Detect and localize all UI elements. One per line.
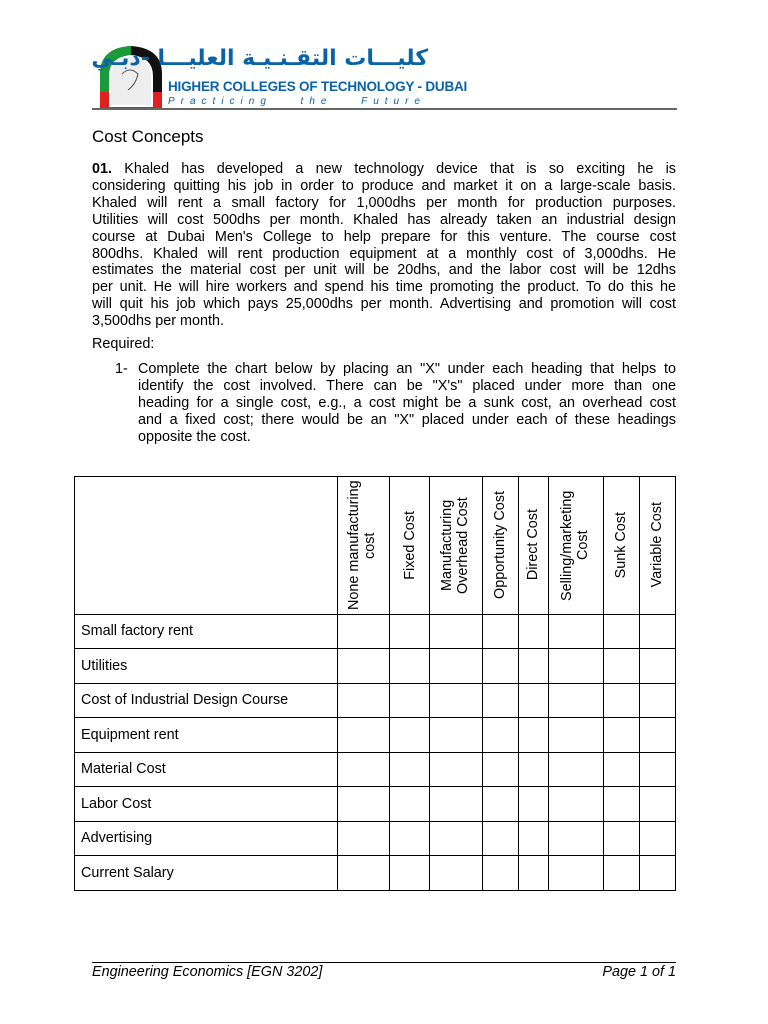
answer-cell[interactable] — [639, 683, 675, 718]
table-row — [75, 683, 676, 718]
column-header-label: Direct Cost — [525, 509, 542, 581]
paragraph-line: estimates the material cost per unit will be 20dhs, and the labor cost will be 12dhs — [92, 262, 676, 279]
answer-cell[interactable] — [639, 752, 675, 787]
paragraph-line: course at Dubai Men's College to help prepare for this venture. The course cost — [92, 228, 676, 245]
answer-cell[interactable] — [639, 821, 675, 856]
column-header — [430, 476, 482, 614]
answer-cell[interactable] — [430, 718, 482, 753]
paragraph-line: will quit his job which pays 25,000dhs per month. Advertising and promotion will cost — [92, 296, 676, 313]
answer-cell[interactable] — [603, 821, 639, 856]
answer-cell[interactable] — [603, 718, 639, 753]
answer-cell[interactable] — [518, 614, 548, 649]
table-row — [75, 649, 676, 684]
college-name: HIGHER COLLEGES OF TECHNOLOGY - DUBAI — [168, 79, 468, 94]
column-header-label: Fixed Cost — [401, 510, 418, 580]
answer-cell[interactable] — [430, 683, 482, 718]
paragraph-line — [92, 161, 676, 178]
answer-cell[interactable] — [389, 614, 430, 649]
college-name-arabic: كليـــات التقـنـيـة العليـــا -دبـي — [91, 46, 428, 71]
column-header-label: Manufacturing Overhead Cost — [439, 496, 471, 594]
tagline-word: Practicing — [168, 96, 272, 107]
answer-cell[interactable] — [639, 856, 675, 891]
answer-cell[interactable] — [337, 856, 389, 891]
table-row — [75, 752, 676, 787]
answer-cell[interactable] — [639, 649, 675, 684]
task-line: heading for a single cost, e.g., a cost might be a sunk cost, an overhead cost — [138, 394, 676, 411]
cost-item-label: Material Cost — [75, 752, 338, 787]
answer-cell[interactable] — [518, 718, 548, 753]
column-header-label: Selling/marketing Cost — [558, 489, 591, 601]
answer-cell[interactable] — [518, 821, 548, 856]
task-line: and a fixed cost; there would be an "X" placed under each of these headings — [138, 411, 676, 428]
column-header — [389, 476, 430, 614]
answer-cell[interactable] — [603, 752, 639, 787]
answer-cell[interactable] — [548, 821, 603, 856]
tagline-word: the — [300, 96, 333, 107]
answer-cell[interactable] — [430, 752, 482, 787]
answer-cell[interactable] — [548, 856, 603, 891]
footer-course: Engineering Economics [EGN 3202] — [92, 964, 323, 980]
table-row — [75, 614, 676, 649]
answer-cell[interactable] — [482, 787, 518, 822]
column-header-label: Opportunity Cost — [492, 491, 509, 599]
answer-cell[interactable] — [482, 752, 518, 787]
answer-cell[interactable] — [603, 614, 639, 649]
task-item — [115, 361, 676, 446]
answer-cell[interactable] — [518, 787, 548, 822]
answer-cell[interactable] — [639, 718, 675, 753]
task-number: 1- — [115, 360, 128, 377]
cost-item-label: Cost of Industrial Design Course — [75, 683, 338, 718]
answer-cell[interactable] — [389, 683, 430, 718]
column-header — [518, 476, 548, 614]
answer-cell[interactable] — [430, 821, 482, 856]
table-row — [75, 821, 676, 856]
answer-cell[interactable] — [603, 856, 639, 891]
required-label: Required: — [92, 336, 155, 353]
answer-cell[interactable] — [430, 787, 482, 822]
answer-cell[interactable] — [389, 856, 430, 891]
question-number: 01. — [92, 161, 113, 177]
table-row — [75, 787, 676, 822]
answer-cell[interactable] — [389, 787, 430, 822]
answer-cell[interactable] — [337, 718, 389, 753]
answer-cell[interactable] — [482, 649, 518, 684]
paragraph-line: considering quitting his job in order to produce and market it on a large-scale basis. — [92, 177, 676, 194]
answer-cell[interactable] — [337, 821, 389, 856]
answer-cell[interactable] — [518, 683, 548, 718]
column-header — [603, 476, 639, 614]
answer-cell[interactable] — [518, 752, 548, 787]
answer-cell[interactable] — [548, 718, 603, 753]
answer-cell[interactable] — [548, 787, 603, 822]
column-header-label: None manufacturing cost — [346, 480, 379, 610]
column-header — [548, 476, 603, 614]
answer-cell[interactable] — [337, 649, 389, 684]
cost-chart-table — [74, 476, 676, 891]
answer-cell[interactable] — [548, 649, 603, 684]
column-header — [482, 476, 518, 614]
answer-cell[interactable] — [337, 787, 389, 822]
answer-cell[interactable] — [482, 718, 518, 753]
answer-cell[interactable] — [518, 649, 548, 684]
answer-cell[interactable] — [482, 821, 518, 856]
answer-cell[interactable] — [603, 683, 639, 718]
blank-header — [75, 476, 338, 614]
document-body — [81, 127, 676, 891]
footer-page-number: Page 1 of 1 — [602, 964, 676, 980]
answer-cell[interactable] — [548, 614, 603, 649]
cost-item-label: Small factory rent — [75, 614, 338, 649]
answer-cell[interactable] — [389, 752, 430, 787]
answer-cell[interactable] — [389, 649, 430, 684]
footer — [92, 962, 676, 980]
line-text: Khaled has developed a new technology device that is so exciting he is — [112, 161, 676, 177]
answer-cell[interactable] — [389, 821, 430, 856]
cost-item-label: Equipment rent — [75, 718, 338, 753]
answer-cell[interactable] — [389, 718, 430, 753]
answer-cell[interactable] — [337, 752, 389, 787]
answer-cell[interactable] — [482, 856, 518, 891]
paragraph-line: Utilities will cost 500dhs per month. Khaled has already taken an industrial design — [92, 211, 676, 228]
answer-cell[interactable] — [482, 683, 518, 718]
answer-cell[interactable] — [603, 787, 639, 822]
page-title: Cost Concepts — [92, 127, 204, 146]
paragraph-line: 800dhs. Khaled will rent production equipment at a monthly cost of 3,000dhs. He — [92, 245, 676, 262]
column-header — [639, 476, 675, 614]
task-line: opposite the cost. — [138, 428, 251, 445]
question-paragraph — [92, 161, 676, 330]
task-line: Complete the chart below by placing an "X" under each heading that helps to — [138, 360, 676, 377]
tagline — [168, 96, 426, 107]
cost-item-label: Advertising — [75, 821, 338, 856]
answer-cell[interactable] — [548, 683, 603, 718]
answer-cell[interactable] — [518, 856, 548, 891]
cost-item-label: Utilities — [75, 649, 338, 684]
answer-cell[interactable] — [430, 614, 482, 649]
column-header-label: Variable Cost — [649, 502, 666, 588]
task-text — [138, 361, 676, 446]
header-divider — [92, 108, 677, 110]
table-header-row — [75, 476, 676, 614]
table-row — [75, 718, 676, 753]
paragraph-line: per unit. He will hire workers and spend his time promoting the product. To do this he — [92, 279, 676, 296]
answer-cell[interactable] — [430, 649, 482, 684]
tagline-word: Future — [361, 96, 426, 107]
column-header — [337, 476, 389, 614]
answer-cell[interactable] — [430, 856, 482, 891]
answer-cell[interactable] — [482, 614, 518, 649]
cost-item-label: Labor Cost — [75, 787, 338, 822]
task-line: identify the cost involved. There can be "X's" placed under more than one — [138, 377, 676, 394]
answer-cell[interactable] — [639, 787, 675, 822]
paragraph-line: Khaled will rent a small factory for 1,000dhs per month for production purposes. — [92, 194, 676, 211]
answer-cell[interactable] — [548, 752, 603, 787]
answer-cell[interactable] — [639, 614, 675, 649]
answer-cell[interactable] — [337, 614, 389, 649]
paragraph-line: 3,500dhs per month. — [92, 313, 225, 330]
column-header-label: Sunk Cost — [613, 511, 630, 579]
answer-cell[interactable] — [603, 649, 639, 684]
table-row — [75, 856, 676, 891]
answer-cell[interactable] — [337, 683, 389, 718]
cost-item-label: Current Salary — [75, 856, 338, 891]
